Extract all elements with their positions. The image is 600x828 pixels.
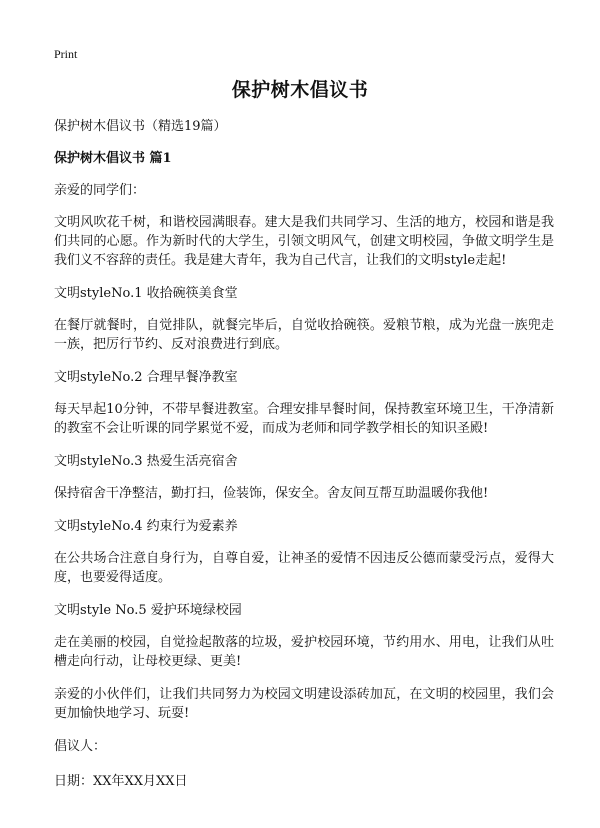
page-title: 保护树木倡议书 [231,79,369,101]
item-heading-1: 文明styleNo.1 收拾碗筷美食堂 [54,286,238,301]
item-body-1: 在餐厅就餐时，自觉排队，就餐完毕后，自觉收拾碗筷。爱粮节粮，成为光盘一族兜走一族，把厉行节约、反对浪费进行到底。 [54,318,554,352]
document-body [54,117,554,791]
item-body-2: 每天早起10分钟，不带早餐进教室。合理安排早餐时间，保持教室环境卫生，干净清新的教室不会让听课的同学累觉不爱，而成为老师和同学教学相长的知识圣殿! [54,402,554,436]
date-label: 日期：XX年XX月XX日 [54,774,188,789]
document-subtitle: 保护树木倡议书（精选19篇） [54,119,227,134]
item-heading-4: 文明styleNo.4 约束行为爱素养 [54,519,238,534]
item-body-3: 保持宿舍干净整洁，勤打扫，俭装饰，保安全。舍友间互帮互助温暖你我他! [54,486,489,501]
signer-label: 倡议人： [54,739,107,754]
item-heading-3: 文明styleNo.3 热爱生活亮宿舍 [54,454,238,469]
intro-paragraph: 文明风吹花千树，和谐校园满眼春。建大是我们共同学习、生活的地方，校园和谐是我们共同的心愿。作为新时代的大学生，引领文明风气，创建文明校园，争做文明学生是我们义不容辞的责任。我是建大青年，我为自己代言，让我们的文明style走起! [54,215,554,268]
item-body-5: 走在美丽的校园，自觉捡起散落的垃圾，爱护校园环境，节约用水、用电，让我们从吐槽走向行动，让母校更绿、更美! [54,635,554,669]
section-heading: 保护树木倡议书 篇1 [54,151,172,166]
item-heading-2: 文明styleNo.2 合理早餐净教室 [54,370,238,385]
item-heading-5: 文明style No.5 爱护环境绿校园 [54,603,242,618]
item-body-4: 在公共场合注意自身行为，自尊自爱，让神圣的爱情不因违反公德而蒙受污点，爱得大度，也要爱得适度。 [54,551,554,585]
greeting: 亲爱的同学们： [54,183,146,198]
print-link[interactable]: Print [54,47,78,61]
closing-paragraph: 亲爱的小伙伴们，让我们共同努力为校园文明建设添砖加瓦，在文明的校园里，我们会更加愉快地学习、玩耍! [54,687,554,721]
